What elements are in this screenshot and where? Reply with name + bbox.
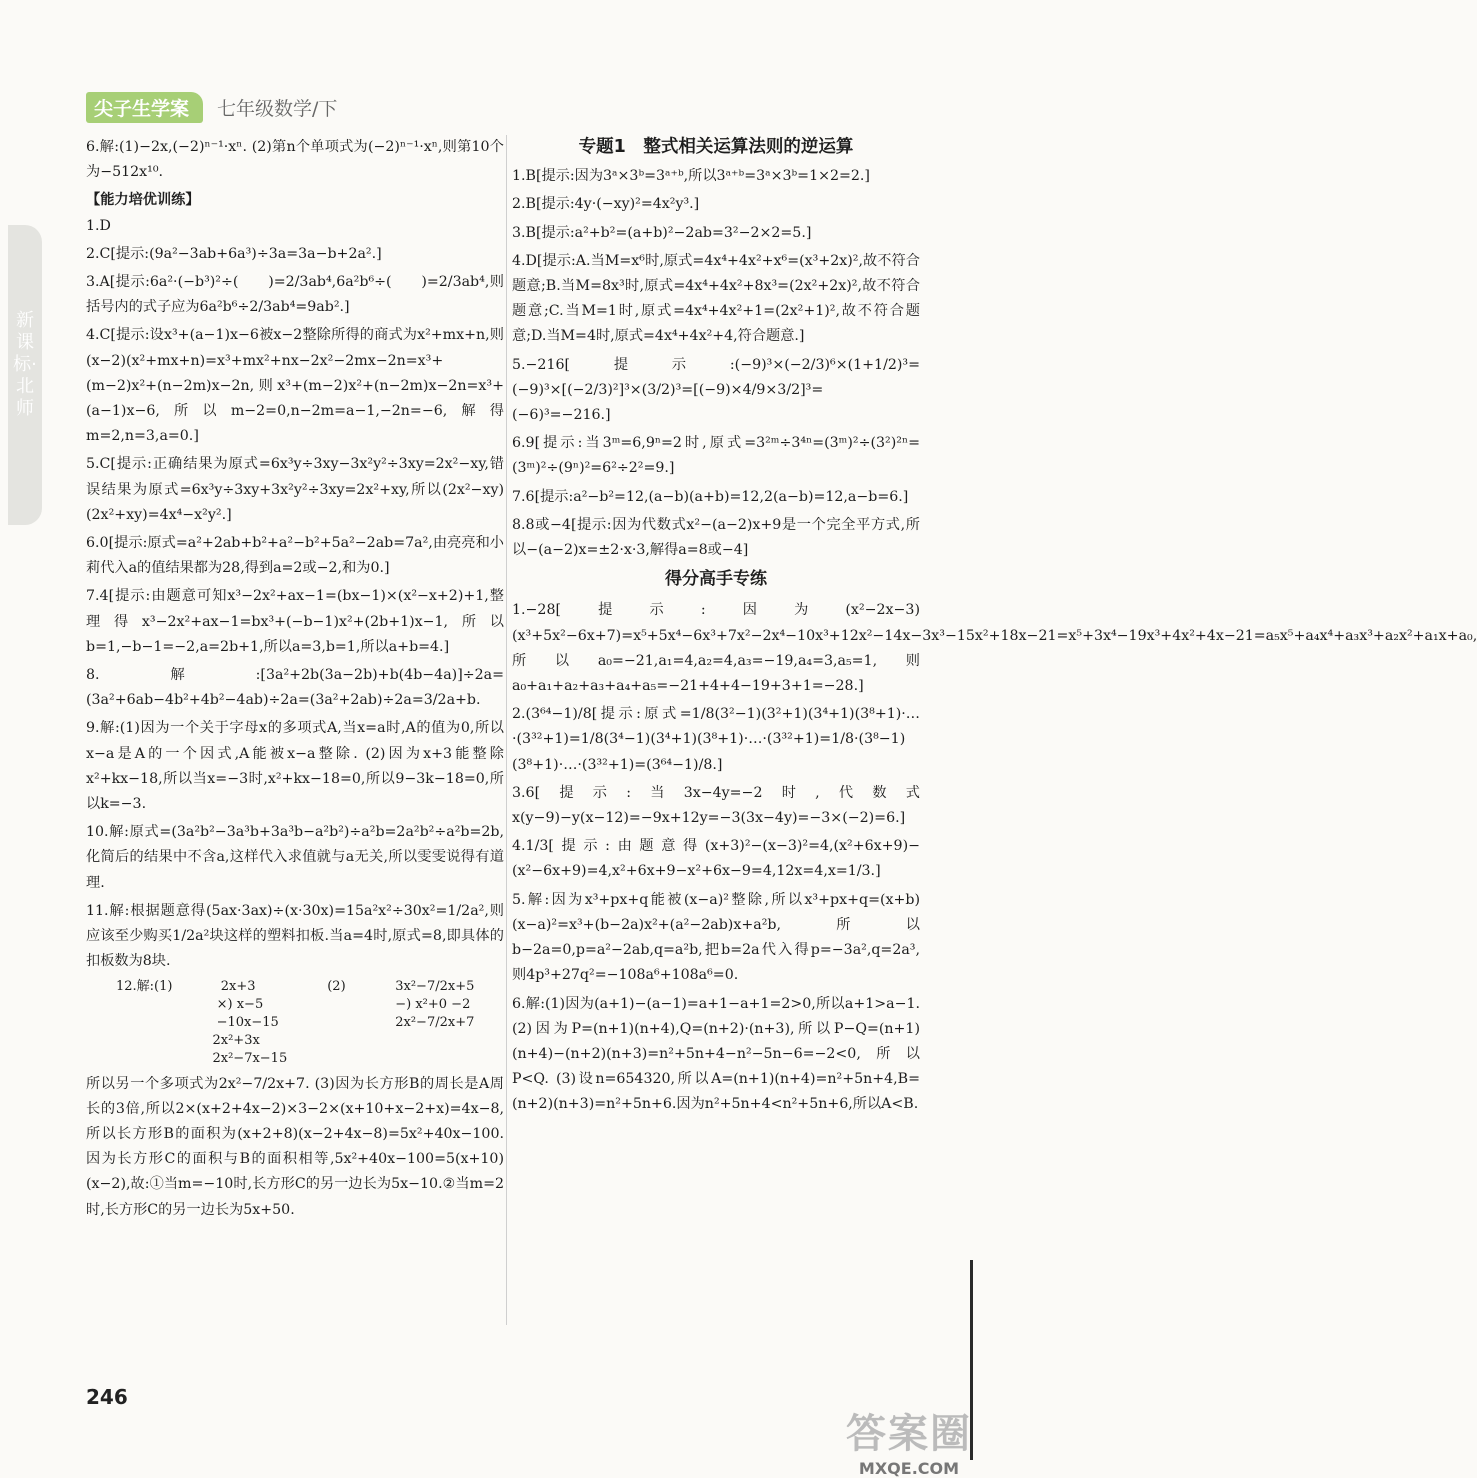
answer-item: 3.B[提示:a²+b²=(a+b)²−2ab=3²−2×2=5.] (512, 224, 812, 241)
answer-item: 所以另一个多项式为2x²−7/2x+7. (3)因为长方形B的周长是A周长的3倍,所以2×(x+2+4x−2)×3−2×(x+10+x−2+x)=4x−8,所以长方形B的面积为(x+2+8)(x−2+4x−8)=5x²+40x−100.因为长方形C的面积与B的面积相等,5x²+40x−100=5(x+10)(x−2),故:①当m=−10时,长方形C的另一边长为5x−10.②当m=2时,长方形C的另一边长为5x+50. (86, 1075, 504, 1218)
watermark (846, 1402, 972, 1478)
page-header (86, 92, 337, 122)
section-heading: 【能力培优训练】 (86, 192, 200, 209)
answer-item: 6.解:(1)因为(a+1)−(a−1)=a+1−a+1=2>0,所以a+1>a−1. (2)因为P=(n+1)(n+4),Q=(n+2)·(n+3),所以P−Q=(n+1)(n+4)−(n+2)(n+3)=n²+5n+4−n²−5n−6=−2<0,所以P<Q. (3)设n=654320,所以A=(n+1)(n+4)=n²+5n+4,B=(n+2)(n+3)=n²+5n+6.因为n²+5n+4<n²+5n+6,所以A<B. (512, 995, 920, 1113)
answer-item: 10.解:原式=(3a²b²−3a³b+3a³b−a²b²)÷a²b=2a²b²÷a²b=2b,化简后的结果中不含a,这样代入求值就与a无关,所以雯雯说得有道理. (86, 824, 504, 891)
topic-heading: 专题1 整式相关运算法则的逆运算 (578, 137, 854, 157)
left-column (86, 135, 504, 1226)
side-tab (8, 225, 42, 525)
answer-item: 7.6[提示:a²−b²=12,(a−b)(a+b)=12,2(a−b)=12,a−b=6.] (512, 488, 909, 505)
vertical-subtraction: 3x²−7/2x+5 −) x²+0 −2 2x²−7/2x+7 (395, 978, 475, 1030)
answer-item: 4.D[提示:A.当M=x⁶时,原式=4x⁴+4x²+x⁶=(x³+2x)²,故不符合题意;B.当M=8x³时,原式=4x⁴+4x²+8x³=(2x²+2x)²,故不符合题意;C.当M=1时,原式=4x⁴+4x²+1=(2x²+1)²,故不符合题意;D.当M=4时,原式=4x⁴+4x²+4,符合题意.] (512, 252, 920, 345)
answer-item: 5.解:因为x³+px+q能被(x−a)²整除,所以x³+px+q=(x+b)(x−a)²=x³+(b−2a)x²+(a²−2ab)x+a²b,所以b−2a=0,p=a²−2ab,q=a²b,把b=2a代入得p=−3a²,q=2a³,则4p³+27q²=−108a⁶+108a⁶=0. (512, 891, 920, 984)
answer-item: 4.C[提示:设x³+(a−1)x−6被x−2整除所得的商式为x²+mx+n,则(x−2)(x²+mx+n)=x³+mx²+nx−2x²−2mx−2n=x³+(m−2)x²+(n−2m)x−2n,则x³+(m−2)x²+(n−2m)x−2n=x³+(a−1)x−6,所以m−2=0,n−2m=a−1,−2n=−6,解得m=2,n=3,a=0.] (86, 327, 504, 445)
answer-item: 2.(3⁶⁴−1)/8[提示:原式=1/8(3²−1)(3²+1)(3⁴+1)(3⁸+1)·…·(3³²+1)=1/8(3⁴−1)(3⁴+1)(3⁸+1)·…·(3³²+1)=1/8·(3⁸−1)(3⁸+1)·…·(3³²+1)=(3⁶⁴−1)/8.] (512, 706, 920, 773)
side-tab-label: 新课标·北师 (13, 310, 37, 419)
part-label: (2) (327, 978, 346, 994)
right-column (512, 135, 1477, 1121)
series-brand: 尖子生学案 (86, 92, 203, 123)
answer-item: 1.−28[提示:因为(x²−2x−3)(x³+5x²−6x+7)=x⁵+5x⁴−6x³+7x²−2x⁴−10x³+12x²−14x−3x³−15x²+18x−21=x⁵+3x⁴−19x³+4x²+4x−21=a₅x⁵+a₄x⁴+a₃x³+a₂x²+a₁x+a₀,所以a₀=−21,a₁=4,a₂=4,a₃=−19,a₄=3,a₅=1,则a₀+a₁+a₂+a₃+a₄+a₅=−21+4+4−19+3+1=−28.] (512, 602, 1477, 695)
watermark-url: MXQE.COM (858, 1459, 960, 1478)
answer-item-label: 12.解:(1) (116, 978, 173, 994)
answer-item: 6.解:(1)−2x,(−2)ⁿ⁻¹·xⁿ. (2)第n个单项式为(−2)ⁿ⁻¹·xⁿ,则第10个为−512x¹⁰. (86, 139, 504, 181)
answer-item: 3.6[提示:当3x−4y=−2时,代数式x(y−9)−y(x−12)=−9x+12y=−3(3x−4y)=−3×(−2)=6.] (512, 784, 920, 827)
answer-item: 11.解:根据题意得(5ax·3ax)÷(x·30x)=15a²x²÷30x²=1/2a²,则应该至少购买1/2a²块这样的塑料扣板.当a=4时,原式=8,即具体的扣板数为8块. (86, 902, 504, 970)
book-title: 七年级数学/下 (217, 97, 338, 120)
page-number: 246 (86, 1385, 128, 1409)
column-divider (506, 135, 507, 1325)
answer-item: 2.C[提示:(9a²−3ab+6a³)÷3a=3a−b+2a².] (86, 245, 382, 262)
answer-item: 6.0[提示:原式=a²+2ab+b²+a²−b²+5a²−2ab=7a²,由亮亮和小莉代入a的值结果都为28,得到a=2或−2,和为0.] (86, 535, 504, 577)
answer-item: 4.1/3[提示:由题意得(x+3)²−(x−3)²=4,(x²+6x+9)−(x²−6x+9)=4,x²+6x+9−x²+6x−9=4,12x=4,x=1/3.] (512, 838, 920, 880)
answer-item: 5.C[提示:正确结果为原式=6x³y÷3xy−3x²y²÷3xy=2x²−xy,错误结果为原式=6x³y÷3xy+3x²y²÷3xy=2x²+xy,所以(2x²−xy)(2x²+xy)=4x⁴−x²y².] (86, 456, 504, 523)
vertical-multiplication: 2x+3 ×) x−5 −10x−15 2x²+3x 2x²−7x−15 (212, 978, 288, 1066)
answer-item: 7.4[提示:由题意可知x³−2x²+ax−1=(bx−1)×(x²−x+2)+1,整理得x³−2x²+ax−1=bx³+(−b−1)x²+(2b+1)x−1,所以b=1,−b−1=−2,a=2b+1,所以a=3,b=1,所以a+b=4.] (86, 588, 504, 655)
answer-item: 3.A[提示:6a²·(−b³)²÷( )=2/3ab⁴,6a²b⁶÷( )=2/3ab⁴,则括号内的式子应为6a²b⁶÷2/3ab⁴=9ab².] (86, 274, 504, 316)
answer-item: 1.D (86, 217, 111, 234)
answer-item: 2.B[提示:4y·(−xy)²=4x²y³.] (512, 196, 700, 213)
answer-item: 8.8或−4[提示:因为代数式x²−(a−2)x+9是一个完全平方式,所以−(a−2)x=±2·x·3,解得a=8或−4] (512, 516, 920, 559)
answer-item: 5.−216[提示:(−9)³×(−2/3)⁶×(1+1/2)³=(−9)³×[(−2/3)²]³×(3/2)³=[(−9)×4/9×3/2]³=(−6)³=−216.] (512, 356, 920, 424)
answer-item: 1.B[提示:因为3ᵃ×3ᵇ=3ᵃ⁺ᵇ,所以3ᵃ⁺ᵇ=3ᵃ×3ᵇ=1×2=2.] (512, 168, 870, 185)
section-heading: 得分高手专练 (665, 569, 767, 590)
answer-item: 6.9[提示:当3ᵐ=6,9ⁿ=2时,原式=3²ᵐ÷3⁴ⁿ=(3ᵐ)²÷(3²)²ⁿ=(3ᵐ)²÷(9ⁿ)²=6²÷2²=9.] (512, 435, 920, 477)
calculation-area (86, 978, 504, 1068)
answer-item: 9.解:(1)因为一个关于字母x的多项式A,当x=a时,A的值为0,所以x−a是A的一个因式,A能被x−a整除. (2)因为x+3能整除x²+kx−18,所以当x=−3时,x²+kx−18=0,所以9−3k−18=0,所以k=−3. (86, 720, 504, 813)
answer-item: 8.解:[3a²+2b(3a−2b)+b(4b−4a)]÷2a=(3a²+6ab−4b²+4b²−4ab)÷2a=(3a²+2ab)÷2a=3/2a+b. (86, 667, 504, 709)
watermark-logo: 答案圈 (846, 1411, 972, 1457)
